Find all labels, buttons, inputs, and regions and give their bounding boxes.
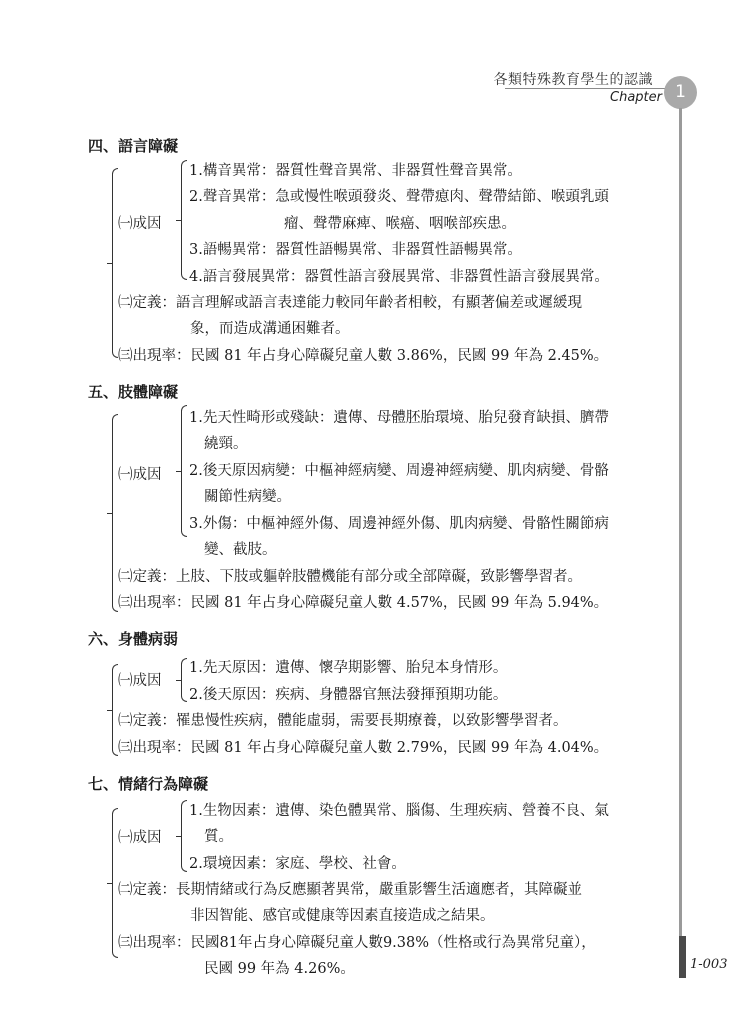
cause-brace <box>181 800 187 872</box>
section-heading-health: 六、身體病弱 <box>88 630 179 648</box>
running-header-title: 各類特殊教育學生的認識 <box>493 72 653 88</box>
prevalence-cont: 民國 99 年為 4.26%。 <box>204 961 355 977</box>
cause-item: 4.語言發展異常：器質性語言發展異常、非器質性語言發展異常。 <box>189 269 609 285</box>
prevalence: ㈢出現率：民國 81 年占身心障礙兒童人數 3.86%，民國 99 年為 2.45%。 <box>118 348 609 364</box>
prevalence: ㈢出現率：民國 81 年占身心障礙兒童人數 4.57%，民國 99 年為 5.94%。 <box>118 595 609 611</box>
cause-item-cont: 質。 <box>204 829 233 845</box>
cause-item: 2.後天原因：疾病、身體器官無法發揮預期功能。 <box>189 687 508 703</box>
section-heading-physical: 五、肢體障礙 <box>88 383 179 401</box>
cause-item-cont: 繞頸。 <box>204 436 248 452</box>
cause-item-cont: 瘤、聲帶麻痺、喉癌、咽喉部疾患。 <box>284 216 516 232</box>
cause-item-cont: 變、截肢。 <box>204 542 277 558</box>
page-number: 1-003 <box>690 957 728 972</box>
cause-item: 2.後天原因病變：中樞神經病變、周邊神經病變、肌肉病變、骨骼 <box>189 463 609 479</box>
prevalence: ㈢出現率：民國 81 年占身心障礙兒童人數 2.79%，民國 99 年為 4.04%。 <box>118 740 609 756</box>
cause-item: 2.環境因素：家庭、學校、社會。 <box>189 856 406 872</box>
cause-item: 1.先天原因：遺傳、懷孕期影響、胎兒本身情形。 <box>189 660 508 676</box>
definition-cont: 象，而造成溝通困難者。 <box>190 321 350 337</box>
cause-brace <box>181 405 187 537</box>
section-heading-emotional: 七、情緒行為障礙 <box>88 775 209 793</box>
cause-item-cont: 關節性病變。 <box>204 489 291 505</box>
definition: ㈡定義：語言理解或語言表達能力較同年齡者相較，有顯著偏差或遲緩現 <box>118 295 582 311</box>
cause-brace <box>181 658 187 702</box>
cause-item: 1.先天性畸形或殘缺：遺傳、母體胚胎環境、胎兒發育缺損、臍帶 <box>189 410 609 426</box>
cause-label: ㈠成因 <box>118 830 162 846</box>
cause-item: 1.生物因素：遺傳、染色體異常、腦傷、生理疾病、營養不良、氣 <box>189 803 609 819</box>
header-rule <box>505 88 667 89</box>
cause-item: 3.外傷：中樞神經外傷、周邊神經外傷、肌肉病變、骨骼性關節病 <box>189 516 609 532</box>
definition: ㈡定義：罹患慢性疾病，體能虛弱，需要長期療養，以致影響學習者。 <box>118 713 568 729</box>
chapter-label: Chapter <box>610 90 662 105</box>
chapter-number-badge: 1 <box>664 76 697 109</box>
outer-brace <box>112 168 118 358</box>
cause-label: ㈠成因 <box>118 673 162 689</box>
definition: ㈡定義：上肢、下肢或軀幹肢體機能有部分或全部障礙，致影響學習者。 <box>118 569 582 585</box>
section-heading-speech: 四、語言障礙 <box>88 137 179 155</box>
definition-cont: 非因智能、感官或健康等因素直接造成之結果。 <box>190 908 495 924</box>
cause-item: 1.構音異常：器質性聲音異常、非器質性聲音異常。 <box>189 163 522 179</box>
prevalence: ㈢出現率：民國81年占身心障礙兒童人數9.38%（性格或行為異常兒童）， <box>118 935 596 951</box>
cause-label: ㈠成因 <box>118 467 162 483</box>
cause-label: ㈠成因 <box>118 216 162 232</box>
definition: ㈡定義：長期情緒或行為反應顯著異常，嚴重影響生活適應者，其障礙並 <box>118 882 582 898</box>
page-tab-marker <box>679 936 686 978</box>
margin-rule <box>679 108 682 978</box>
cause-item: 2.聲音異常：急或慢性喉頭發炎、聲帶瘜肉、聲帶結節、喉頭乳頭 <box>189 189 609 205</box>
cause-brace <box>181 160 187 280</box>
cause-item: 3.語暢異常：器質性語暢異常、非器質性語暢異常。 <box>189 242 522 258</box>
